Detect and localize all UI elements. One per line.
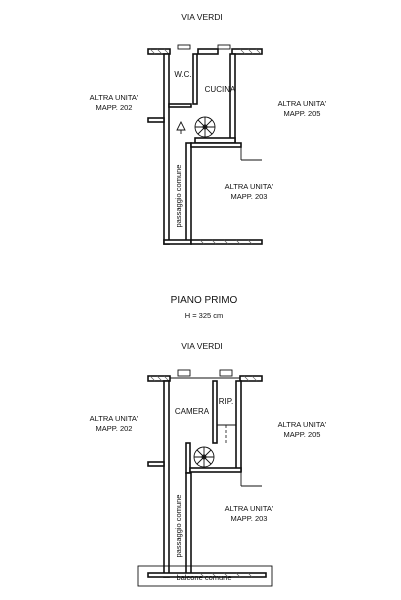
- floor-title: PIANO PRIMO: [170, 295, 238, 306]
- room-bedroom-label: CAMERA: [174, 407, 210, 416]
- party-wall-right: [230, 54, 235, 144]
- balcony-label: balcone comune: [176, 573, 232, 582]
- facade-wall: [232, 49, 262, 54]
- street-label: VIA VERDI: [181, 341, 223, 351]
- window-mark: [178, 370, 190, 376]
- room-storage-label: RIP.: [218, 397, 234, 406]
- right-lower-unit-line1: ALTRA UNITA': [224, 504, 274, 513]
- left-unit-line1: ALTRA UNITA': [89, 414, 139, 423]
- room-wc-label: W.C.: [174, 70, 192, 79]
- room-kitchen-label: CUCINA: [204, 85, 236, 94]
- left-unit-line2: MAPP. 202: [95, 103, 133, 112]
- partition-wall: [193, 54, 197, 104]
- passage-wall-right: [186, 143, 191, 243]
- passage-label: passaggio comune: [174, 164, 183, 228]
- street-label: VIA VERDI: [181, 12, 223, 22]
- right-lower-unit-line1: ALTRA UNITA': [224, 182, 274, 191]
- passage-wall: [148, 462, 164, 466]
- left-unit-line2: MAPP. 202: [95, 424, 133, 433]
- left-unit-line1: ALTRA UNITA': [89, 93, 139, 102]
- right-unit-line1: ALTRA UNITA': [277, 99, 327, 108]
- passage-label: passaggio comune: [174, 494, 183, 558]
- facade-wall: [240, 376, 262, 381]
- floor-height: H = 325 cm: [184, 311, 224, 320]
- passage-wall: [148, 118, 164, 122]
- passage-wall-right: [186, 473, 191, 577]
- window-mark: [178, 45, 190, 49]
- unit-203-wall: [190, 468, 241, 472]
- party-wall-left: [164, 54, 169, 244]
- right-lower-unit-line2: MAPP. 203: [230, 514, 268, 523]
- window-mark: [218, 45, 230, 49]
- entrance-arrow: [177, 122, 185, 130]
- window-mark: [220, 370, 232, 376]
- partition-wall: [213, 381, 217, 443]
- passage-end: [164, 240, 191, 244]
- party-wall-right: [236, 381, 241, 471]
- unit-203-wall: [191, 143, 241, 147]
- first-floor-plan: [90, 295, 327, 586]
- facade-wall: [198, 49, 218, 54]
- party-wall-left: [164, 381, 169, 577]
- right-unit-line2: MAPP. 205: [283, 109, 321, 118]
- right-unit-line2: MAPP. 205: [283, 430, 321, 439]
- ground-floor-plan: [90, 12, 327, 244]
- right-unit-line1: ALTRA UNITA': [277, 420, 327, 429]
- right-lower-unit-line2: MAPP. 203: [230, 192, 268, 201]
